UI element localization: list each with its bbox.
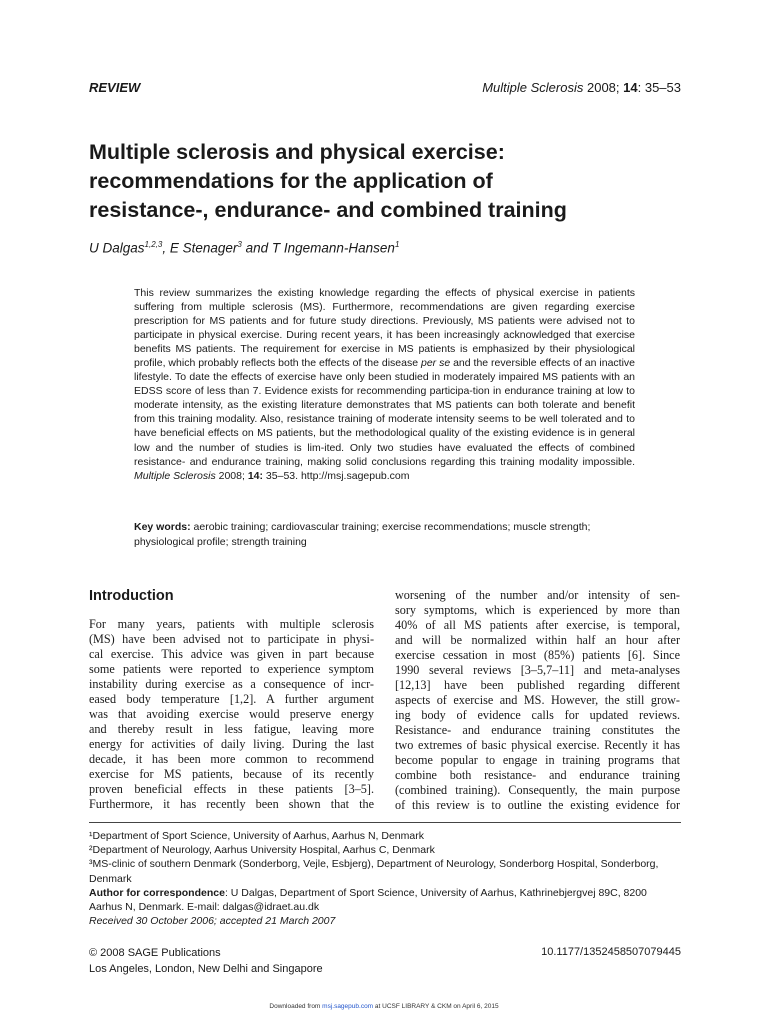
body-line: (MS) have been advised not to participate in physi- — [89, 632, 374, 646]
body-line: ing body of evidence calls for updated reviews. — [395, 708, 680, 722]
author-name: , E Stenager — [162, 240, 238, 256]
author-name: U Dalgas — [89, 240, 145, 256]
copyright-line: © 2008 SAGE Publications — [89, 947, 221, 959]
footnotes — [89, 829, 681, 928]
body-line: [12,13] have been published regarding different — [395, 678, 680, 692]
body-line: of this review is to outline the existing evidence for — [395, 798, 680, 812]
footnote-divider — [89, 822, 681, 823]
author-affiliation: 1,2,3 — [144, 240, 163, 249]
journal-name: Multiple Sclerosis — [482, 80, 584, 95]
author-name: and T Ingemann-Hansen — [241, 240, 395, 256]
body-line: exercise cessation in most (85%) patients [6]. Since — [395, 648, 680, 662]
body-line: some patients were reported to experience symptom — [89, 662, 374, 676]
body-line: decade, it has been more common to recommend — [89, 752, 374, 766]
body-line: two extremes of basic physical exercise. Recently it has — [395, 738, 680, 752]
keywords-text: aerobic training; cardiovascular training; exercise recommendations; muscle strength; physiological profile; strength training — [134, 521, 591, 548]
affiliation-footnote: ¹Department of Sport Science, University of Aarhus, Aarhus N, Denmark — [89, 830, 424, 842]
title-line: recommendations for the application of — [89, 169, 493, 193]
body-line: and thereby result in less fatigue, leaving more — [89, 722, 374, 736]
correspondence-text: : U Dalgas, Department of Sport Science, University of Aarhus, Kathrinebjergvej 89C, 8200 Aarhus N, Denmark. E-mail: dalgas@idraet.au.dk — [89, 886, 647, 914]
affiliation-footnote: ³MS-clinic of southern Denmark (Sonderborg, Vejle, Esbjerg), Department of Neurology, Sonderborg Hospital, Sonderborg, Denmark — [89, 858, 659, 885]
body-line: cal exercise. This advice was given in part because — [89, 647, 374, 661]
body-line: was that avoiding exercise would preserve energy — [89, 707, 374, 721]
author-affiliation: 3 — [237, 240, 242, 249]
body-line: worsening of the number and/or intensity of sen- — [395, 588, 680, 602]
body-line: instability during exercise as a consequence of incr- — [89, 677, 374, 691]
journal-year: 2008; — [586, 80, 620, 95]
body-column-right — [395, 588, 680, 813]
abstract-text: This review summarizes the existing knowledge regarding the effects of physical exercise in patients suffering from multiple sclerosis (MS). Furthermore, recommendations are given regarding exercise prescription for MS patients and for future study directions. Previously, MS patients were advised not to participate in physical exercise. During recent years, it has been increasingly acknowledged that exercise benefits MS patients. The requirement for exercise in MS patients is emphasized by their physiological profile, which probably reflects both the effects of the disease — [134, 287, 635, 370]
title-line: resistance-, endurance- and combined training — [89, 198, 567, 222]
body-line: combine both resistance- and endurance training — [395, 768, 680, 782]
abstract-cite-year: 2008; — [215, 469, 248, 482]
body-column-left — [89, 617, 374, 812]
abstract-cite-journal: Multiple Sclerosis — [134, 469, 216, 482]
body-line: aspects of exercise and MS. However, the still grow- — [395, 693, 680, 707]
article-title — [89, 138, 689, 225]
body-line: energy for activities of daily living. During the last — [89, 737, 374, 751]
journal-pages: : 35–53 — [637, 80, 681, 95]
journal-volume: 14 — [623, 80, 638, 95]
journal-citation — [482, 80, 681, 95]
download-suffix: at UCSF LIBRARY & CKM on April 6, 2015 — [373, 1003, 499, 1010]
author-affiliation: 1 — [394, 240, 400, 249]
affiliation-footnote: ²Department of Neurology, Aarhus University Hospital, Aarhus C, Denmark — [89, 844, 435, 857]
body-line: (combined training). Consequently, the main purpose — [395, 783, 680, 797]
keywords-label: Key words: — [134, 521, 191, 533]
title-line: Multiple sclerosis and physical exercise: — [89, 140, 505, 164]
body-line: become popular to engage in training programs that — [395, 753, 680, 767]
abstract-text: and the reversible effects of an inactive lifestyle. To date the effects of exercise have only been studied in moderately impaired MS patients with an EDSS score of less than 7. Evidence exists for recommending participa-tion in endurance training at low to moderate intensity, as the existing literature demonstrates that MS patients can both tolerate and benefit from this training modality. Also, resistance training of moderate intensity seems to be well tolerated and to have beneficial effects on MS patients, but the methodological quality of the existing evidence is in general low and the number of studies is lim-ited. Only two studies have evaluated the effects of combined resistance- and endurance training, making solid conclusions regarding this training modality impossible. — [134, 357, 636, 468]
abstract-latin: per se — [420, 357, 451, 370]
correspondence-label: Author for correspondence — [89, 886, 225, 899]
author-list — [89, 240, 399, 256]
section-label: REVIEW — [89, 80, 141, 95]
body-line: For many years, patients with multiple sclerosis — [89, 617, 374, 631]
body-line: 40% of all MS patients after exercise, is temporal, — [395, 618, 680, 632]
body-line: proven beneficial effects in these patients [3–5]. — [89, 782, 374, 796]
body-line: eased body temperature [1,2]. A further argument — [89, 692, 374, 706]
doi: 10.1177/1352458507079445 — [541, 946, 681, 958]
download-notice — [0, 1003, 768, 1010]
body-line: Resistance- and endurance training constitutes the — [395, 723, 680, 737]
abstract — [134, 286, 635, 483]
body-line: Furthermore, it has recently been shown that the — [89, 797, 374, 811]
download-link[interactable]: msj.sagepub.com — [322, 1003, 374, 1010]
body-line: 1990 several reviews [3–5,7–11] and meta-analyses — [395, 663, 680, 677]
body-line: and will be normalized within half an hour after — [395, 633, 680, 647]
correspondence — [89, 886, 681, 914]
download-prefix: Downloaded from — [269, 1003, 323, 1010]
body-line: exercise for MS patients, because of its recently — [89, 767, 374, 781]
body-line: sory symptoms, which is experienced by more than — [395, 603, 680, 617]
publisher-info — [89, 946, 323, 977]
publisher-locations: Los Angeles, London, New Delhi and Singapore — [89, 962, 323, 975]
abstract-cite-volume: 14: — [247, 469, 264, 482]
received-dates: Received 30 October 2006; accepted 21 March 2007 — [89, 915, 336, 928]
section-heading: Introduction — [89, 588, 174, 604]
abstract-cite-rest: 35–53. http://msj.sagepub.com — [263, 469, 410, 482]
keywords — [134, 520, 635, 549]
